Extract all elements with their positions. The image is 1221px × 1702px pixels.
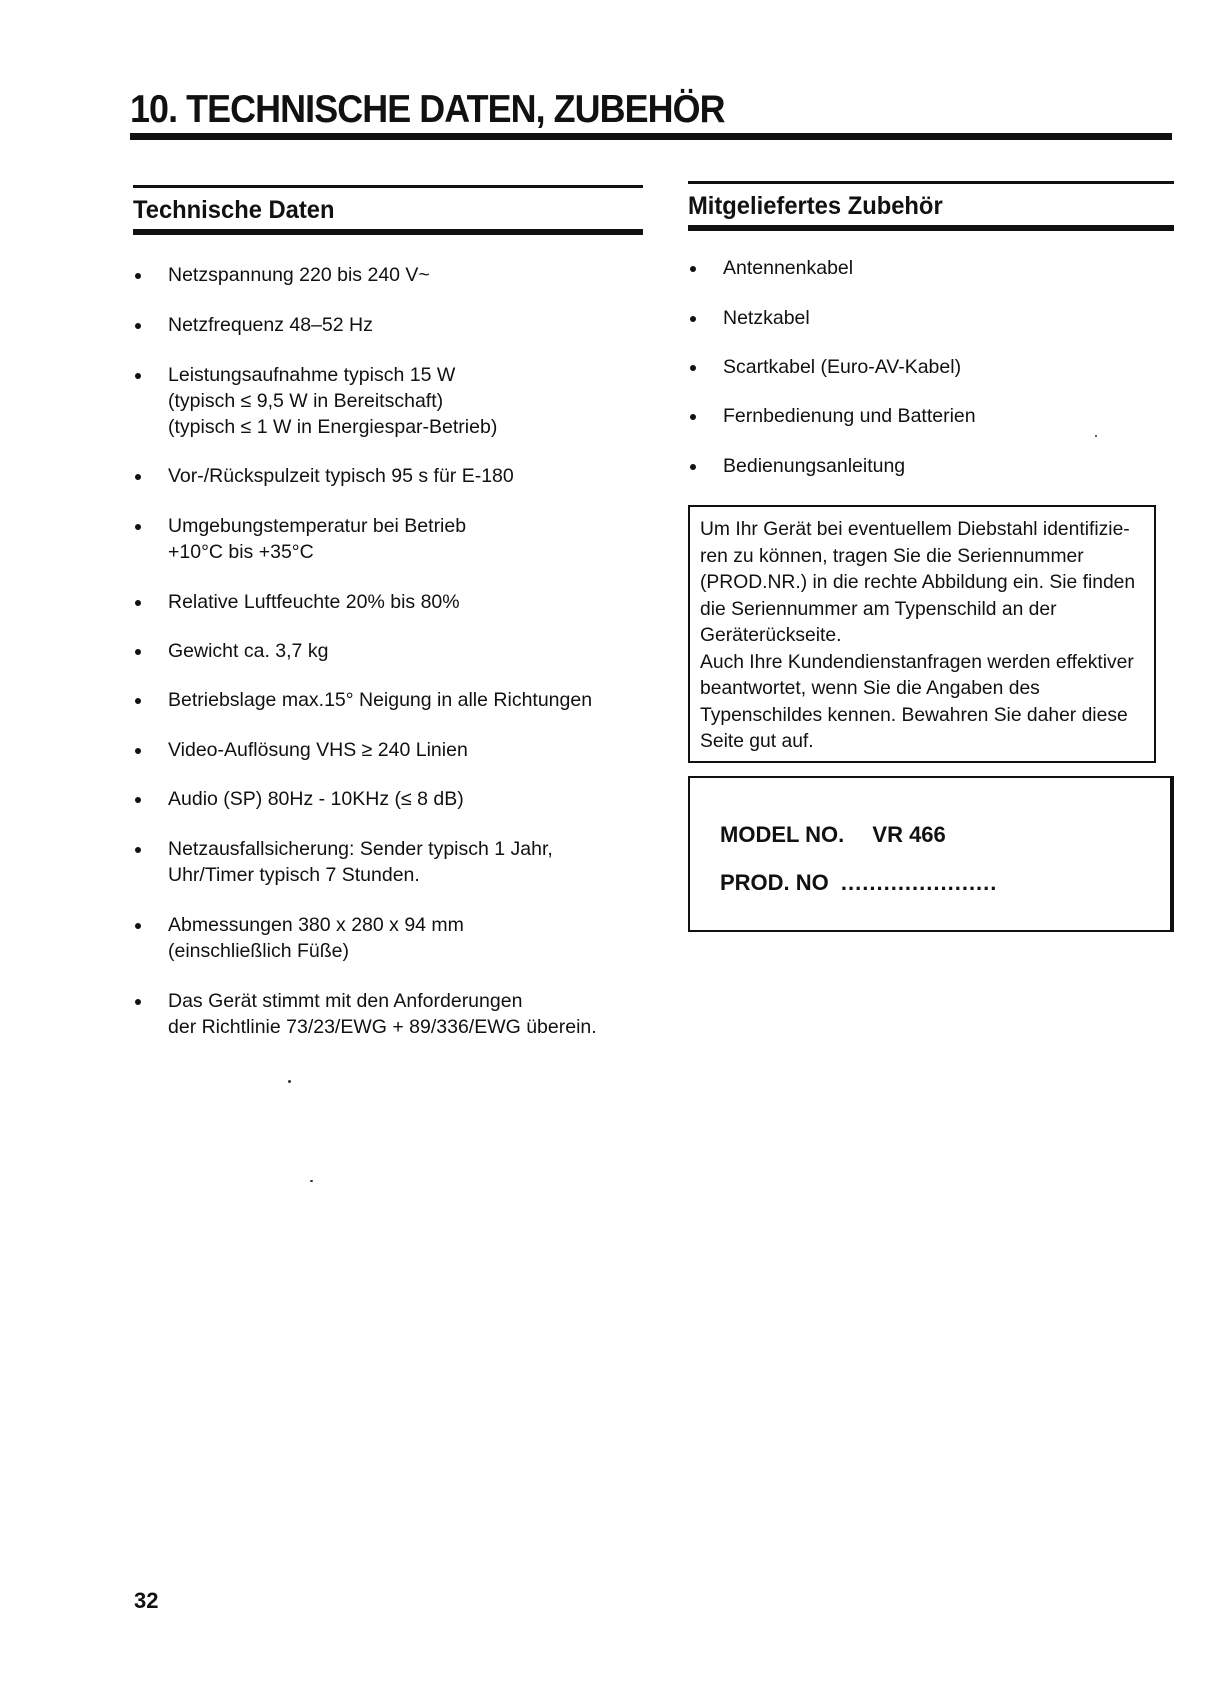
technische-daten-top-rule bbox=[133, 185, 643, 188]
model-label: MODEL NO. bbox=[720, 822, 845, 847]
list-item bbox=[168, 687, 688, 713]
scan-speck bbox=[1095, 435, 1097, 437]
list-item-line: Umgebungstemperatur bei Betrieb bbox=[168, 515, 467, 537]
prod-label: PROD. NO bbox=[720, 870, 829, 895]
list-item bbox=[168, 988, 668, 1040]
technische-daten-heading: Technische Daten bbox=[133, 196, 335, 224]
list-item bbox=[168, 513, 668, 565]
model-number-line bbox=[720, 822, 946, 848]
prod-number-line bbox=[720, 870, 997, 896]
notice-line: beantwortet, wenn Sie die Angaben des bbox=[700, 678, 1040, 699]
list-item-line: Antennenkabel bbox=[723, 257, 854, 279]
notice-line: ren zu können, tragen Sie die Seriennummer bbox=[700, 545, 1084, 567]
list-item bbox=[723, 403, 1163, 429]
list-item bbox=[168, 836, 668, 888]
list-item-line: Uhr/Timer typisch 7 Stunden. bbox=[168, 864, 420, 886]
list-item bbox=[723, 255, 1163, 281]
list-item-line: (typisch ≤ 9,5 W in Bereitschaft) bbox=[168, 390, 444, 412]
list-item-line: Bedienungsanleitung bbox=[723, 455, 906, 477]
list-item bbox=[168, 912, 668, 964]
list-item-line: Das Gerät stimmt mit den Anforderungen bbox=[168, 990, 523, 1012]
list-item-line: Relative Luftfeuchte 20% bis 80% bbox=[168, 591, 460, 613]
list-item bbox=[168, 362, 668, 440]
page-title: 10. TECHNISCHE DATEN, ZUBEHÖR bbox=[130, 88, 725, 131]
list-item bbox=[168, 262, 668, 288]
notice-line: Auch Ihre Kundendienstanfragen werden effektiver bbox=[700, 651, 1134, 673]
notice-line: Seite gut auf. bbox=[700, 731, 814, 752]
list-item-line: Vor-/Rückspulzeit typisch 95 s für E-180 bbox=[168, 465, 514, 487]
model-value: VR 466 bbox=[872, 822, 946, 847]
list-item-line: +10°C bis +35°C bbox=[168, 541, 314, 563]
page-number: 32 bbox=[134, 1588, 159, 1613]
list-item bbox=[168, 638, 668, 664]
list-item-line: (typisch ≤ 1 W in Energiespar-Betrieb) bbox=[168, 416, 498, 438]
notice-line: Um Ihr Gerät bei eventuellem Diebstahl identifizie- bbox=[700, 519, 1130, 540]
list-item-line: Video-Auflösung VHS ≥ 240 Linien bbox=[168, 739, 468, 761]
list-item-line: Fernbedienung und Batterien bbox=[723, 405, 976, 427]
technische-daten-bottom-rule bbox=[133, 229, 643, 235]
list-item bbox=[168, 589, 668, 615]
list-item-line: Netzausfallsicherung: Sender typisch 1 Jahr, bbox=[168, 838, 553, 860]
scan-speck bbox=[288, 1080, 291, 1083]
notice-line: Typenschildes kennen. Bewahren Sie daher diese bbox=[700, 704, 1128, 726]
zubehoer-bottom-rule bbox=[688, 225, 1174, 231]
list-item bbox=[168, 786, 668, 812]
list-item-line: der Richtlinie 73/23/EWG + 89/336/EWG überein. bbox=[168, 1016, 597, 1038]
list-item-line: Audio (SP) 80Hz - 10KHz (≤ 8 dB) bbox=[168, 788, 464, 810]
notice-line: (PROD.NR.) in die rechte Abbildung ein. Sie finden bbox=[700, 572, 1136, 593]
list-item bbox=[168, 463, 668, 489]
zubehoer-top-rule bbox=[688, 181, 1174, 184]
list-item bbox=[723, 453, 1163, 479]
scan-speck bbox=[310, 1180, 313, 1182]
list-item bbox=[723, 305, 1163, 331]
list-item-line: Netzkabel bbox=[723, 307, 810, 329]
list-item-line: Scartkabel (Euro-AV-Kabel) bbox=[723, 356, 962, 378]
list-item-line: Netzspannung 220 bis 240 V~ bbox=[168, 264, 430, 286]
list-item-line: Gewicht ca. 3,7 kg bbox=[168, 640, 329, 662]
list-item bbox=[168, 737, 668, 763]
list-item bbox=[723, 354, 1163, 380]
list-item-line: Netzfrequenz 48–52 Hz bbox=[168, 314, 373, 336]
notice-line: Geräterückseite. bbox=[700, 625, 842, 646]
list-item-line: Betriebslage max.15° Neigung in alle Richtungen bbox=[168, 689, 593, 711]
zubehoer-heading: Mitgeliefertes Zubehör bbox=[688, 192, 943, 220]
prod-dots: ...................... bbox=[840, 870, 998, 895]
list-item-line: (einschließlich Füße) bbox=[168, 940, 349, 962]
notice-line: die Seriennummer am Typenschild an der bbox=[700, 598, 1057, 620]
model-number-box bbox=[688, 776, 1174, 932]
list-item-line: Leistungsaufnahme typisch 15 W bbox=[168, 364, 456, 386]
list-item bbox=[168, 312, 668, 338]
title-rule bbox=[130, 133, 1172, 140]
theft-notice-box bbox=[688, 505, 1156, 763]
list-item-line: Abmessungen 380 x 280 x 94 mm bbox=[168, 914, 464, 936]
